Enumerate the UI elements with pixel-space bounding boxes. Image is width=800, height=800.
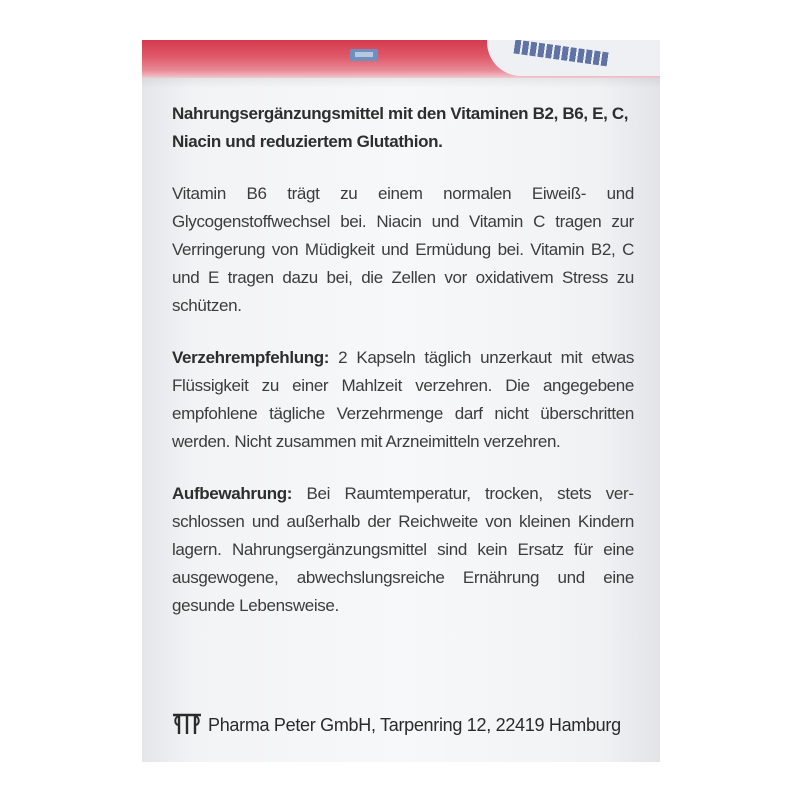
intro-text: Nahrungsergänzungsmittel mit den Vitaminen B2, B6, E, C, Niacin und reduziertem Glutathion. bbox=[172, 104, 629, 151]
dosage-text: 2 Kapseln täglich unzerkaut mit etwas Flüssigkeit zu einer Mahlzeit verzehren. Die angegebene empfohlene tägliche Verzehrmenge darf nicht überschritten werden. Nicht zusammen mit Arzneimitteln verzehren. bbox=[172, 348, 634, 451]
dosage-section bbox=[172, 344, 634, 456]
label-text bbox=[172, 100, 634, 644]
storage-section bbox=[172, 480, 634, 620]
benefits-text: Vitamin B6 trägt zu einem normalen Eiweiß- und Glycogenstoffwechsel bei. Niacin und Vitamin C tragen zur Verringerung von Müdigkeit und Ermüdung bei. Vitamin B2, C und E tragen dazu bei, die Zellen vor oxidativem Stress zu schützen. bbox=[172, 184, 634, 315]
dosage-label: Verzehrempfehlung: bbox=[172, 348, 330, 367]
pharma-peter-logo-icon bbox=[172, 713, 202, 735]
storage-text: Bei Raumtemperatur, trocken, stets verschlossen und außerhalb der Reichweite von kleinen Kindern lagern. Nahrungsergänzungsmittel sind kein Ersatz für eine ausgewogene, abwechslungsreiche Ernährung und eine gesunde Lebensweise. bbox=[172, 484, 634, 615]
storage-label: Aufbewahrung: bbox=[172, 484, 293, 503]
blue-tab-graphic bbox=[350, 49, 378, 61]
manufacturer-line bbox=[172, 711, 642, 739]
manufacturer-address: Pharma Peter GmbH, Tarpenring 12, 22419 Hamburg bbox=[208, 715, 621, 735]
band-shadow bbox=[142, 78, 660, 88]
packaging-top-band bbox=[142, 40, 660, 78]
